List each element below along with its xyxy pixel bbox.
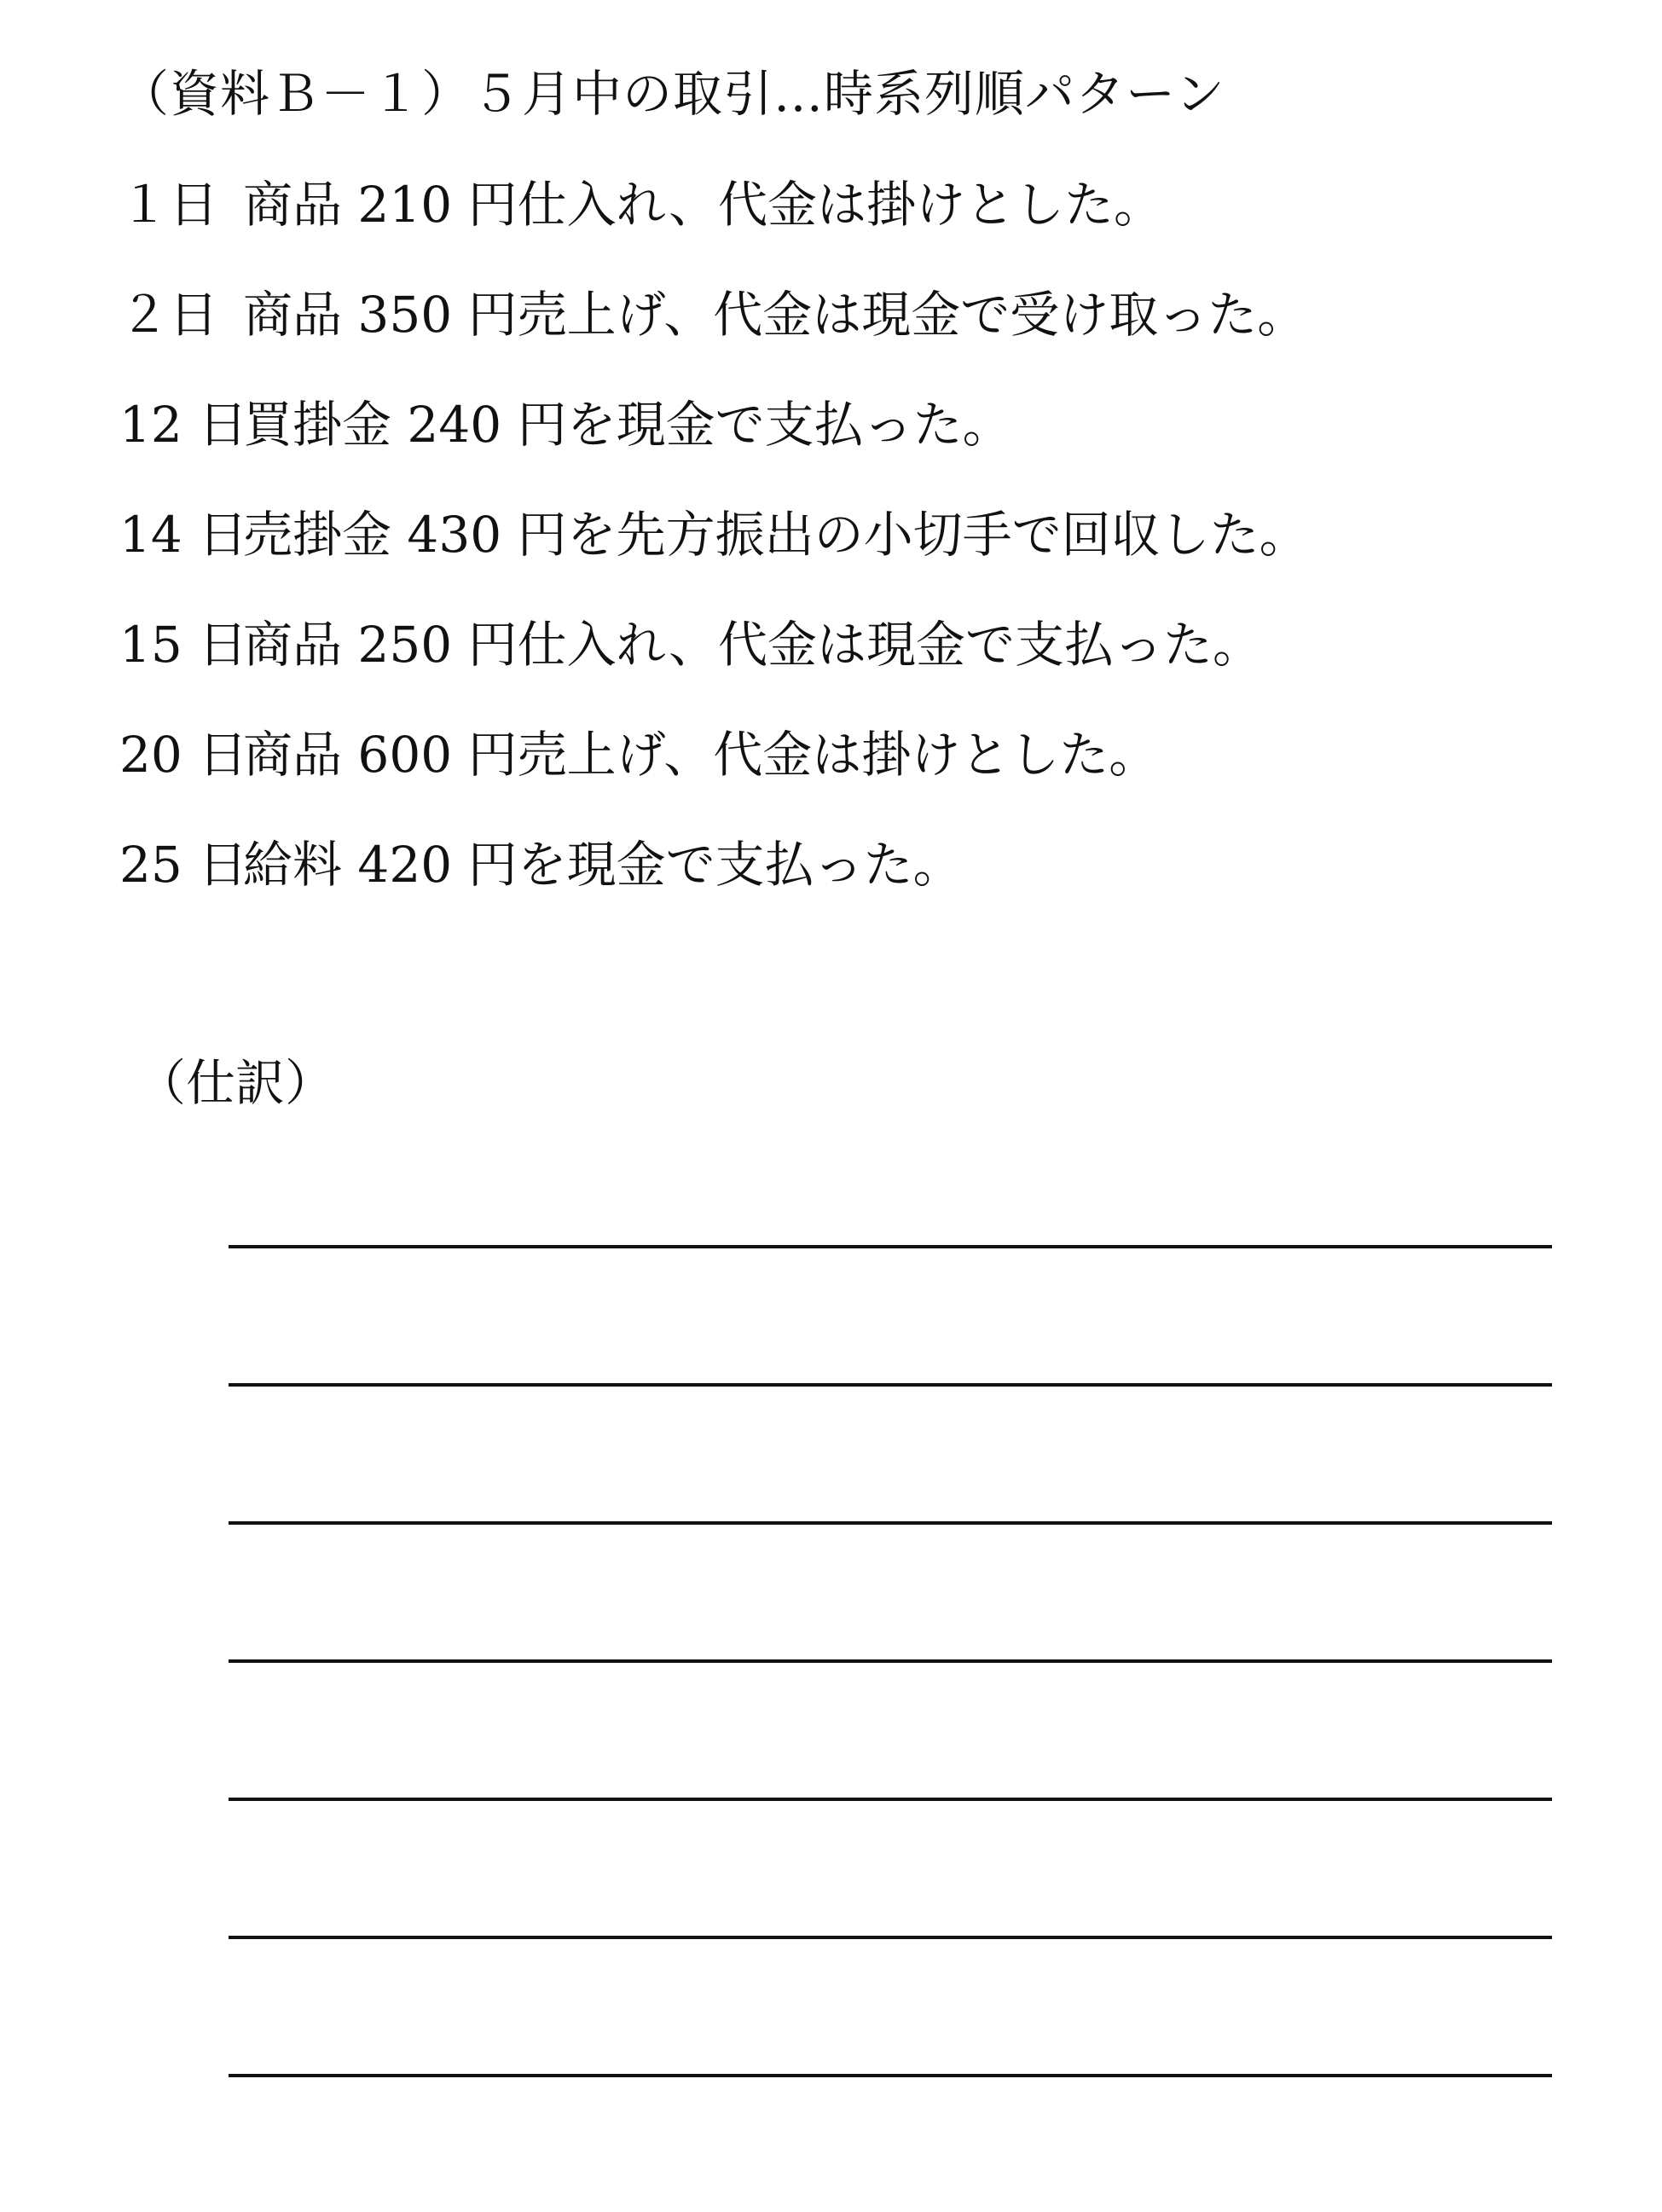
transaction-text: 商品 350 円売上げ、代金は現金で受け取った。	[243, 286, 1307, 344]
transaction-day: ２日	[119, 286, 219, 344]
answer-line	[229, 1383, 1552, 1521]
transaction-item	[119, 611, 1309, 721]
transaction-item	[119, 171, 1309, 281]
journal-entry-label: （仕訳）	[136, 1054, 335, 1112]
transaction-list	[119, 171, 1309, 941]
transaction-text: 商品 250 円仕入れ、代金は現金で支払った。	[243, 616, 1263, 674]
transaction-day: 14 日	[119, 506, 248, 564]
transaction-day: 25 日	[119, 836, 248, 894]
transaction-item	[119, 831, 1309, 941]
transaction-text: 商品 600 円売上げ、代金は掛けとした。	[243, 726, 1159, 784]
transaction-text: 商品 210 円仕入れ、代金は掛けとした。	[243, 176, 1164, 234]
transaction-text: 給料 420 円を現金で支払った。	[243, 836, 963, 894]
transaction-day: １日	[119, 176, 219, 234]
transaction-text: 売掛金 430 円を先方振出の小切手で回収した。	[243, 506, 1309, 564]
answer-line	[229, 1936, 1552, 2074]
journal-answer-lines	[229, 1245, 1552, 2212]
transaction-text: 買掛金 240 円を現金で支払った。	[243, 396, 1012, 454]
transaction-day: 12 日	[119, 396, 248, 454]
transaction-day: 15 日	[119, 616, 248, 674]
answer-line	[229, 1659, 1552, 1798]
transaction-item	[119, 281, 1309, 391]
transaction-item	[119, 721, 1309, 831]
transaction-item	[119, 391, 1309, 501]
answer-line	[229, 1521, 1552, 1659]
answer-line	[229, 1798, 1552, 1936]
answer-line	[229, 1245, 1552, 1383]
transaction-day: 20 日	[119, 726, 248, 784]
transaction-item	[119, 501, 1309, 611]
page-title: （資料Ｂ－１）５月中の取引…時系列順パターン	[119, 65, 1225, 123]
answer-line	[229, 2074, 1552, 2212]
